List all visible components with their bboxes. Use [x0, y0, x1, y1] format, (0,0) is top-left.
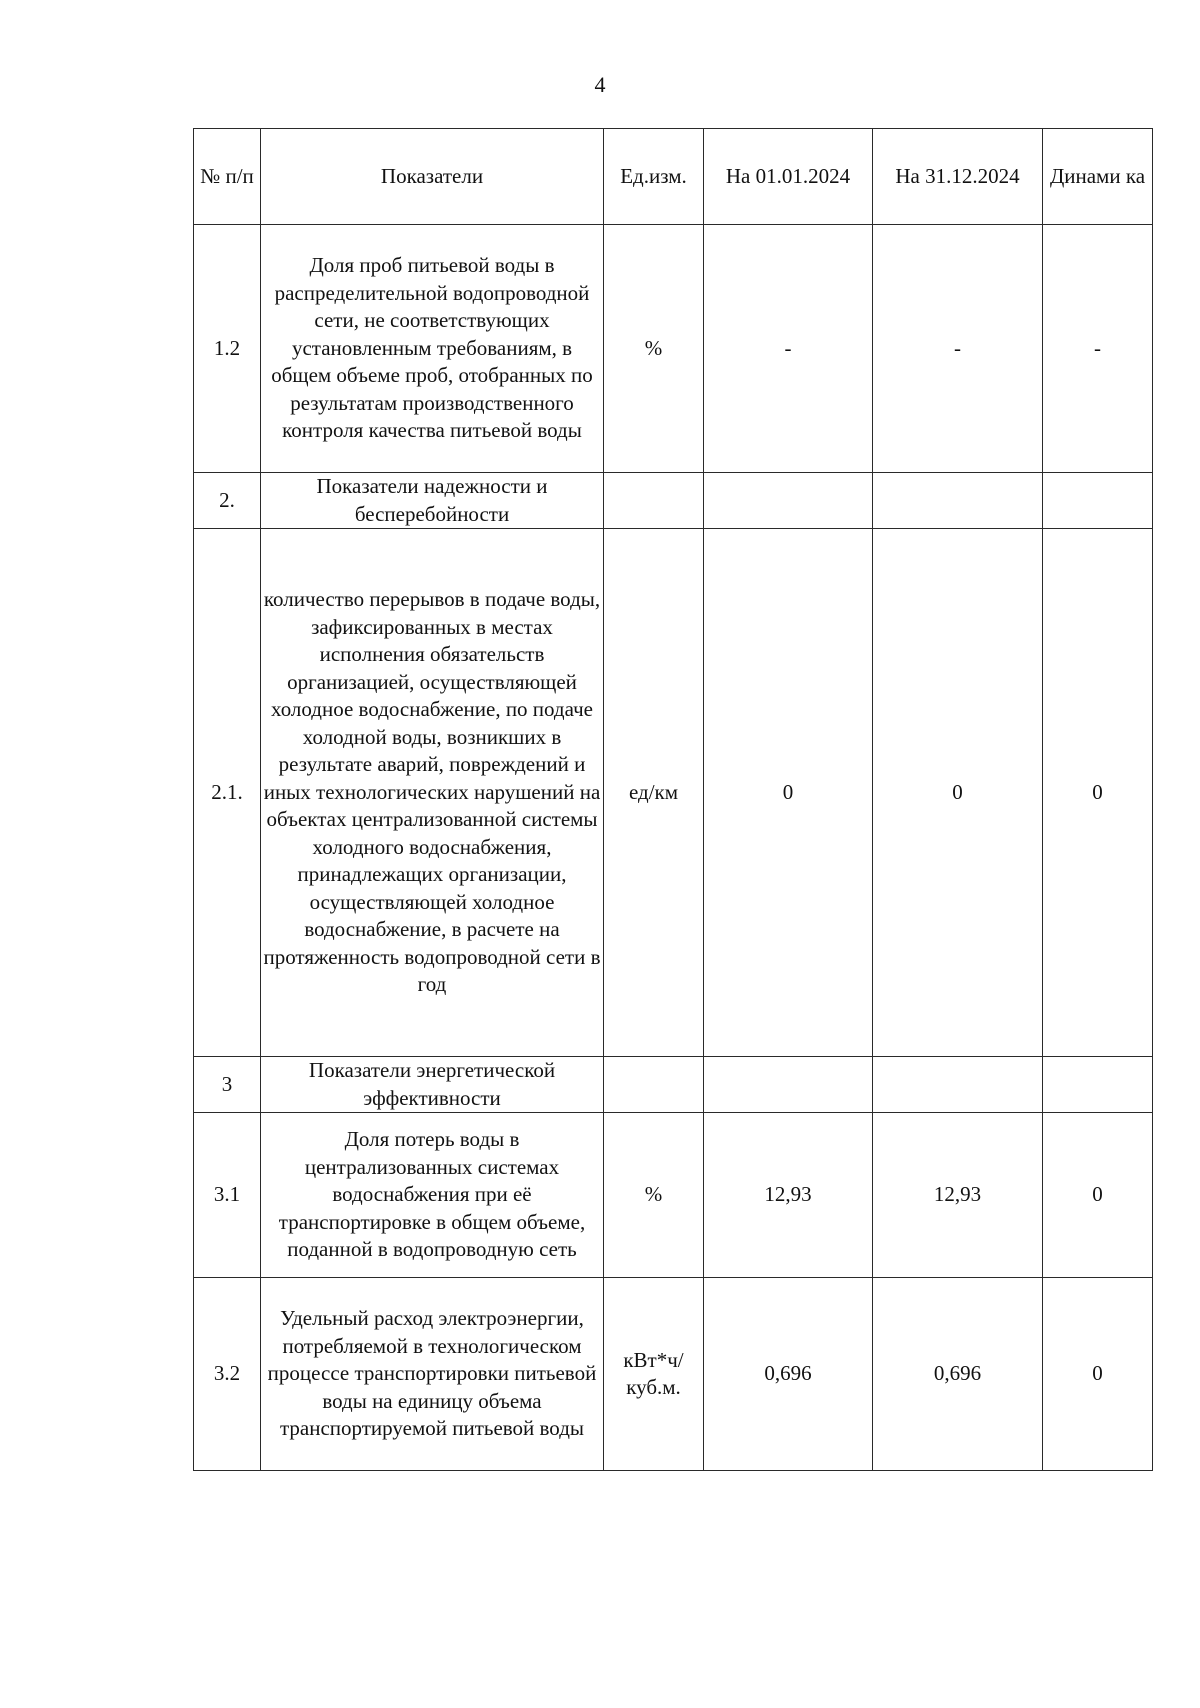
- section-title: Показатели надежности и бесперебойности: [261, 473, 604, 529]
- row-date-end-value: 0,696: [873, 1278, 1043, 1471]
- row-dynamics-value: 0: [1043, 1278, 1153, 1471]
- row-unit: кВт*ч/ куб.м.: [604, 1278, 704, 1471]
- row-indicator: количество перерывов в подаче воды, зафиксированных в местах исполнения обязательств организацией, осуществляющей холодное водоснабжение, по подаче холодной воды, возникших в результате аварий, повреждений и иных технологических нарушений на объектах централизованной системы холодного водоснабжения, принадлежащих организации, осуществляющей холодное водоснабжение, в расчете на протяженность водопроводной сети в год: [261, 529, 604, 1057]
- header-unit: Ед.изм.: [604, 129, 704, 225]
- row-unit: %: [604, 1113, 704, 1278]
- row-dynamics-value: -: [1043, 225, 1153, 473]
- row-date-start-value: [704, 1057, 873, 1113]
- table-section-row: [194, 473, 1153, 529]
- row-date-end-value: [873, 1057, 1043, 1113]
- table-row: [194, 529, 1153, 1057]
- header-num: № п/п: [194, 129, 261, 225]
- header-dynamics: Динами ка: [1043, 129, 1153, 225]
- row-unit: ед/км: [604, 529, 704, 1057]
- table-header-row: [194, 129, 1153, 225]
- header-date-start: На 01.01.2024: [704, 129, 873, 225]
- table-row: [194, 1278, 1153, 1471]
- row-date-end-value: [873, 473, 1043, 529]
- row-number: 3.2: [194, 1278, 261, 1471]
- row-date-end-value: 0: [873, 529, 1043, 1057]
- row-indicator: Доля проб питьевой воды в распределительной водопроводной сети, не соответствующих установленным требованиям, в общем объеме проб, отобранных по результатам производственного контроля качества питьевой воды: [261, 225, 604, 473]
- row-number: 1.2: [194, 225, 261, 473]
- row-dynamics-value: 0: [1043, 1113, 1153, 1278]
- row-date-start-value: 12,93: [704, 1113, 873, 1278]
- row-indicator: Удельный расход электроэнергии, потребляемой в технологическом процессе транспортировки питьевой воды на единицу объема транспортируемой питьевой воды: [261, 1278, 604, 1471]
- row-date-end-value: 12,93: [873, 1113, 1043, 1278]
- table-section-row: [194, 1057, 1153, 1113]
- indicators-table: [193, 128, 1153, 1471]
- row-dynamics-value: [1043, 1057, 1153, 1113]
- row-date-start-value: 0,696: [704, 1278, 873, 1471]
- row-date-start-value: 0: [704, 529, 873, 1057]
- row-unit: %: [604, 225, 704, 473]
- table-row: [194, 225, 1153, 473]
- section-title: Показатели энергетической эффективности: [261, 1057, 604, 1113]
- row-number: 3.1: [194, 1113, 261, 1278]
- row-date-start-value: [704, 473, 873, 529]
- row-unit: [604, 473, 704, 529]
- row-date-end-value: -: [873, 225, 1043, 473]
- row-date-start-value: -: [704, 225, 873, 473]
- row-unit: [604, 1057, 704, 1113]
- header-date-end: На 31.12.2024: [873, 129, 1043, 225]
- row-dynamics-value: [1043, 473, 1153, 529]
- row-dynamics-value: 0: [1043, 529, 1153, 1057]
- section-number: 3: [194, 1057, 261, 1113]
- row-indicator: Доля потерь воды в централизованных системах водоснабжения при её транспортировке в общем объеме, поданной в водопроводную сеть: [261, 1113, 604, 1278]
- row-number: 2.1.: [194, 529, 261, 1057]
- page-number: 4: [594, 72, 606, 97]
- section-number: 2.: [194, 473, 261, 529]
- header-indicator: Показатели: [261, 129, 604, 225]
- table-row: [194, 1113, 1153, 1278]
